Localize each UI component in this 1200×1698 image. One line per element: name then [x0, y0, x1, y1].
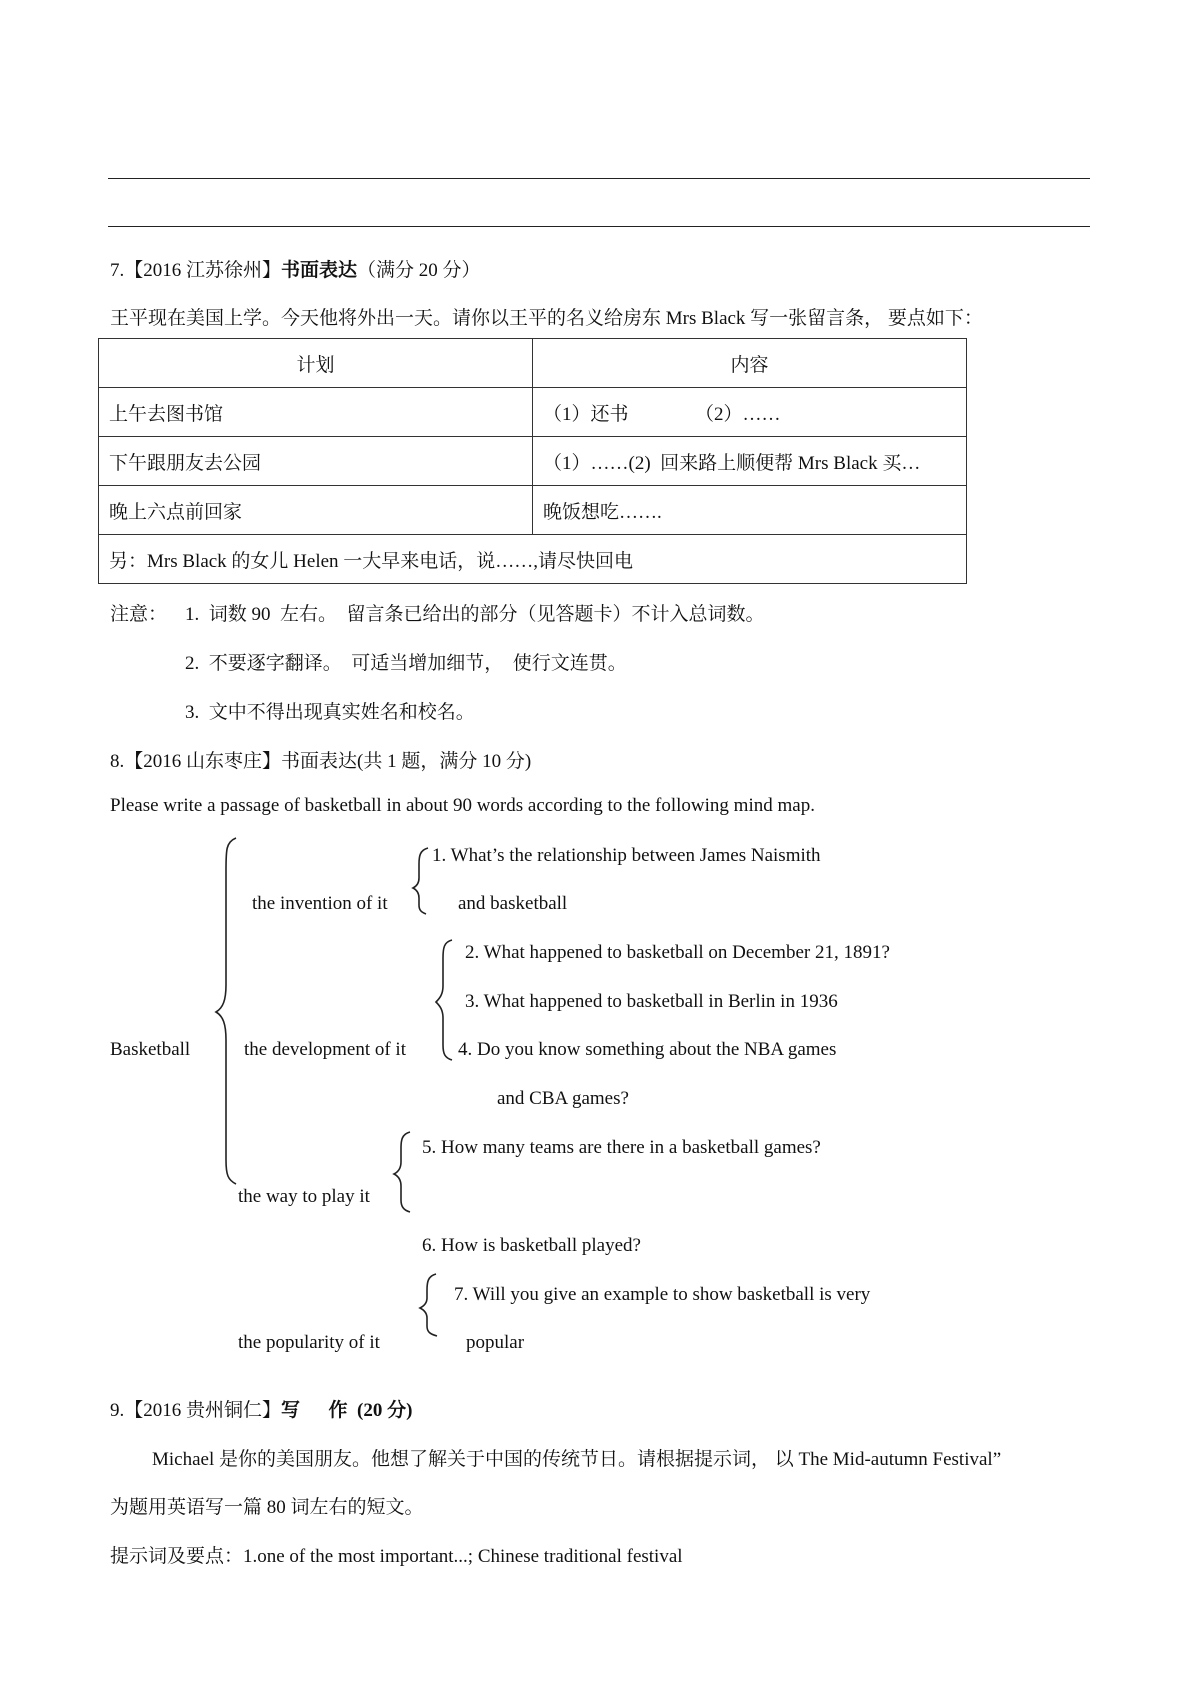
q8-instruction: Please write a passage of basketball in about 90 words according to the following mind map. — [110, 795, 815, 816]
q7-source: 【2016 江苏徐州】 — [124, 260, 282, 281]
brace-development — [436, 940, 452, 1060]
mindmap-root: Basketball — [110, 1039, 191, 1060]
branch-point: 1. What’s the relationship between James Naismith — [432, 845, 821, 866]
branch-label-way: the way to play it — [238, 1186, 370, 1207]
branch-point: 5. How many teams are there in a basketball games? — [422, 1137, 821, 1158]
table-cell: 下午跟朋友去公园 — [99, 437, 533, 486]
q9-number: 9. — [110, 1400, 125, 1421]
note-item-2: 2. 不要逐字翻译。 可适当增加细节， 使行文连贯。 — [185, 653, 627, 674]
brace-popularity — [420, 1274, 437, 1336]
q9-heading — [110, 1395, 412, 1422]
q8-number: 8. — [110, 751, 125, 772]
branch-point: 7. Will you give an example to show basketball is very — [454, 1284, 871, 1305]
branch-point: 3. What happened to basketball in Berlin in 1936 — [465, 991, 838, 1012]
note-item-3: 3. 文中不得出现真实姓名和校名。 — [185, 702, 475, 723]
branch-point: 4. Do you know something about the NBA games — [458, 1039, 837, 1060]
q9-source: 【2016 贵州铜仁】 — [124, 1400, 282, 1421]
branch-point: 6. How is basketball played? — [422, 1235, 641, 1256]
q8-source: 【2016 山东枣庄】 — [124, 751, 282, 772]
q7-title: 书面表达 — [281, 260, 358, 281]
q9-hint: 提示词及要点：1.one of the most important...; Chinese traditional festival — [110, 1546, 683, 1567]
q9-paragraph-1: Michael 是你的美国朋友。他想了解关于中国的传统节日。请根据提示词， 以 The Mid-autumn Festival” — [152, 1449, 1002, 1470]
table-header-content: 内容 — [533, 339, 967, 388]
branch-label-popularity: the popularity of it — [238, 1332, 380, 1353]
brace-way — [394, 1132, 410, 1212]
table-cell: （1）还书 （2）…… — [533, 388, 967, 437]
branch-point: 2. What happened to basketball on December 21, 1891? — [465, 942, 890, 963]
table-cell: 晚上六点前回家 — [99, 486, 533, 535]
q7-number: 7. — [110, 260, 125, 281]
brace-root — [216, 838, 236, 1184]
q7-intro: 王平现在美国上学。今天他将外出一天。请你以王平的名义给房东 Mrs Black 写一张留言条， 要点如下： — [110, 308, 983, 329]
table-cell: （1）……(2) 回来路上顺便帮 Mrs Black 买… — [533, 437, 967, 486]
notes-label: 注意： — [110, 604, 168, 625]
note-item-1: 1. 词数 90 左右。 留言条已给出的部分（见答题卡）不计入总词数。 — [185, 604, 765, 625]
table-header-plan: 计划 — [99, 339, 533, 388]
table-cell: 晚饭想吃……. — [533, 486, 967, 535]
q9-title: 写 作 (20 分) — [281, 1400, 413, 1421]
q9-paragraph-2: 为题用英语写一篇 80 词左右的短文。 — [110, 1497, 424, 1518]
branch-point: popular — [466, 1332, 525, 1353]
q7-score: （满分 20 分） — [357, 260, 481, 281]
brace-invention — [413, 848, 428, 914]
q8-title: 书面表达(共 1 题，满分 10 分) — [281, 751, 532, 772]
branch-label-invention: the invention of it — [252, 893, 388, 914]
table-footer: 另：Mrs Black 的女儿 Helen 一大早来电话，说……,请尽快回电 — [99, 535, 967, 584]
branch-label-development: the development of it — [244, 1039, 406, 1060]
branch-point: and basketball — [458, 893, 568, 914]
table-cell: 上午去图书馆 — [99, 388, 533, 437]
branch-point: and CBA games? — [497, 1088, 629, 1109]
